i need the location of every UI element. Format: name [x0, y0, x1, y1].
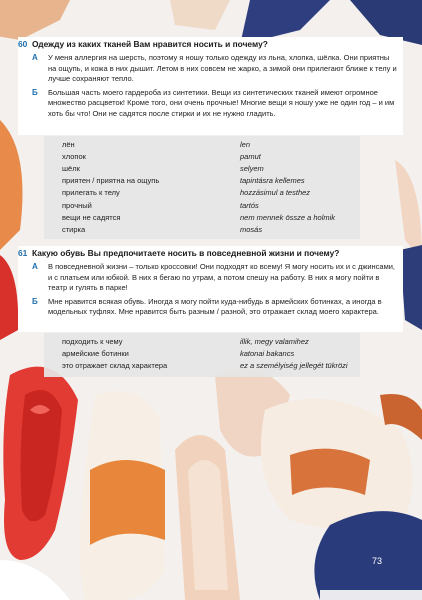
vocabulary-60 [44, 136, 360, 239]
vocab-hungarian: mosás [240, 224, 263, 234]
vocab-row [44, 211, 360, 223]
vocab-hungarian: hozzásimul a testhez [240, 188, 311, 198]
vocab-russian: армейские ботинки [62, 348, 129, 358]
vocab-russian: стирка [62, 224, 86, 234]
question-61-panel [18, 246, 403, 332]
vocab-russian: шёлк [62, 163, 80, 173]
question-60-panel [18, 37, 403, 135]
answer-letter: А [32, 53, 38, 62]
vocab-row [44, 223, 360, 235]
vocab-russian: лён [62, 139, 75, 149]
answer-text: Большая часть моего гардероба из синтетики. Вещи из синтетических тканей имеют огромное множество расцветок! Кроме того, они очень прочные! Многие вещи я ношу уже не один год – и им хоть бы что! Они не садятся после стирки и их не нужно гладить. [48, 87, 395, 118]
question-text: Какую обувь Вы предпочитаете носить в повседневной жизни и почему? [32, 248, 340, 258]
answer-text: У меня аллергия на шерсть, поэтому я ношу только одежду из льна, хлопка, шёлка. Они приятны на ощупь, и кожа в них дышит. Летом в них совсем не жарко, а зимой они прилегают ближе к телу и лучше сохраняют тепло. [48, 53, 397, 83]
orange-slide-strap [90, 460, 165, 545]
vocab-row [44, 187, 360, 199]
answer-letter: А [32, 262, 38, 271]
question-number: 61 [18, 248, 28, 258]
question-text: Одежду из каких тканей Вам нравится носить и почему? [32, 39, 268, 49]
answer-letter: Б [32, 87, 38, 97]
answer-b [18, 297, 403, 318]
vocab-hungarian: ez a személyiség jellegét tükrözi [240, 360, 348, 370]
vocab-hungarian: selyem [240, 163, 264, 173]
vocab-row [44, 347, 360, 359]
page-number: 73 [372, 556, 383, 566]
vocab-hungarian: katonai bakancs [240, 348, 295, 358]
vocab-row [44, 138, 360, 150]
vocab-russian: подходить к чему [62, 336, 123, 346]
vocab-hungarian: pamut [240, 151, 261, 161]
answer-letter: Б [32, 296, 38, 306]
answer-text: Мне нравится всякая обувь. Иногда я могу пойти куда-нибудь в армейских ботинках, а иногда в модельных туфлях. Мне нравится быть разным / разной, это отражает склад моего характера. [48, 296, 382, 316]
vocab-russian: хлопок [62, 151, 86, 161]
answer-text: В повседневной жизни – только кроссовки! Они подходят ко всему! Я могу носить их и с джинсами, и с платьем или юбкой. В них я бегаю по утрам, а потом спешу на работу. В них я могу пойти в театр и гулять в парке! [48, 262, 396, 292]
vocab-hungarian: tartós [240, 200, 259, 210]
vocab-row [44, 175, 360, 187]
vocab-row [44, 199, 360, 211]
answer-b [18, 88, 403, 120]
vocab-hungarian: tapintásra kellemes [240, 176, 305, 186]
vocab-russian: прилегать к телу [62, 188, 120, 198]
vocab-russian: прочный [62, 200, 92, 210]
vocab-row [44, 335, 360, 347]
answer-a [18, 262, 403, 294]
vocab-russian: вещи не садятся [62, 212, 121, 222]
vocab-hungarian: illik, megy valamihez [240, 336, 309, 346]
vocabulary-61 [44, 333, 360, 377]
vocab-row [44, 359, 360, 371]
vocab-hungarian: nem mennek össze a holmik [240, 212, 336, 222]
vocab-russian: приятен / приятна на ощупь [62, 176, 160, 186]
vocab-russian: это отражает склад характера [62, 360, 168, 370]
question-number: 60 [18, 39, 28, 49]
vocab-hungarian: len [240, 139, 251, 149]
answer-a [18, 53, 403, 85]
sneaker-sole [320, 590, 422, 600]
vocab-row [44, 162, 360, 174]
vocab-row [44, 150, 360, 162]
